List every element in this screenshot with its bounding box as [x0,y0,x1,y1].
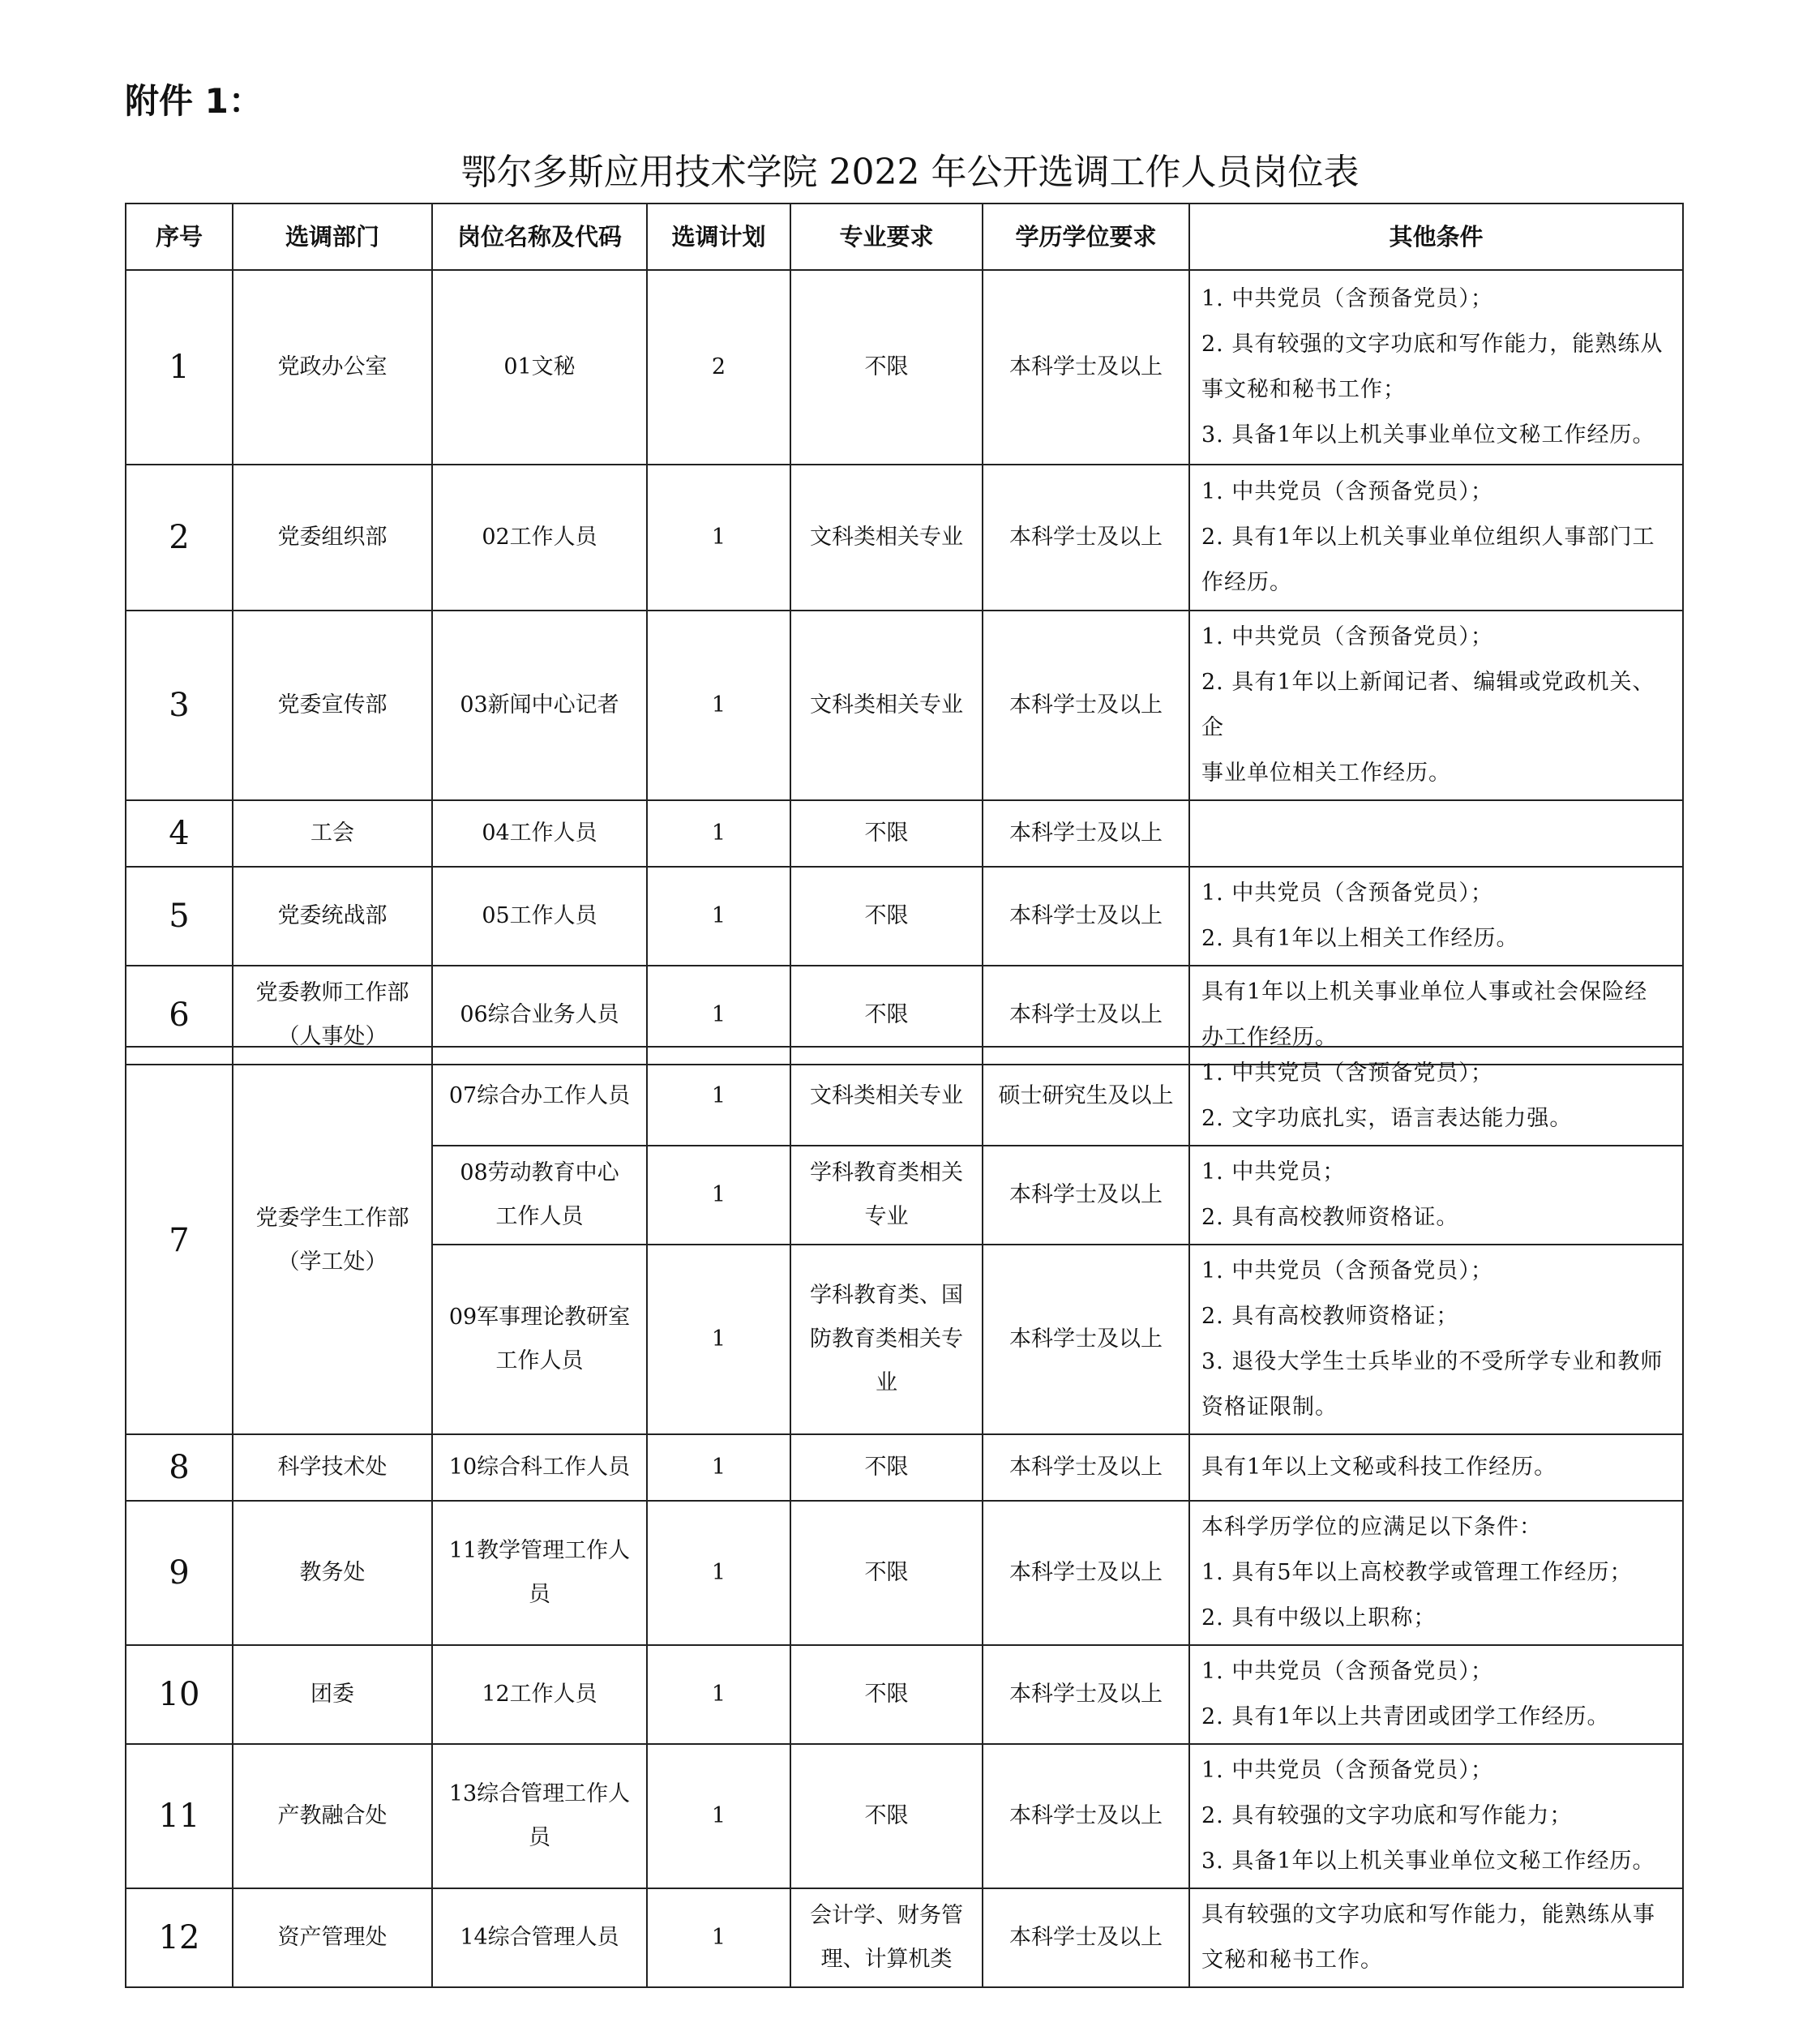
page-title: 鄂尔多斯应用技术学院 2022 年公开选调工作人员岗位表 [460,152,1360,193]
row-degree: 本科学士及以上 [983,270,1189,465]
row-plan: 1 [647,800,790,867]
row-degree: 本科学士及以上 [983,1744,1189,1888]
row-dept: 党委宣传部 [233,611,432,800]
condition-line: 1. 中共党员（含预备党员）； [1201,1061,1493,1086]
row-dept: 资产管理处 [233,1888,432,1987]
condition-line: 1. 具有5年以上高校教学或管理工作经历； [1201,1560,1633,1585]
row-dept [233,1047,432,1434]
row-dept: 团委 [233,1645,432,1744]
row-degree: 本科学士及以上 [983,1888,1189,1987]
row-major [790,1888,983,1987]
table-row [126,1434,1683,1501]
row-dept: 教务处 [233,1501,432,1645]
row-degree: 本科学士及以上 [983,611,1189,800]
row-plan: 1 [647,1744,790,1888]
row-no: 8 [126,1434,233,1501]
table-header-row [126,204,1683,270]
row-post: 03新闻中心记者 [432,611,647,800]
header-post: 岗位名称及代码 [432,204,647,270]
major-line: 业 [876,1370,897,1395]
major-line: 学科教育类、国 [810,1283,963,1308]
major-line: 理、计算机类 [820,1947,953,1972]
header-dept: 选调部门 [233,204,432,270]
row-plan: 1 [647,1047,790,1146]
row-conditions [1189,1888,1683,1987]
header-major: 专业要求 [790,204,983,270]
condition-line: 2. 文字功底扎实，语言表达能力强。 [1201,1106,1573,1131]
row-conditions [1189,1146,1683,1245]
row-plan: 1 [647,1245,790,1434]
positions-table-part2 [125,1046,1684,1988]
major-line: 会计学、财务管 [810,1903,963,1928]
header-plan: 选调计划 [647,204,790,270]
row-no: 12 [126,1888,233,1987]
row-conditions [1189,1047,1683,1146]
row-degree: 本科学士及以上 [983,966,1189,1065]
header-conditions: 其他条件 [1189,204,1683,270]
condition-line: 办工作经历。 [1201,1025,1338,1050]
row-conditions [1189,867,1683,966]
row-no: 7 [126,1047,233,1434]
row-no: 4 [126,800,233,867]
row-post [432,1501,647,1645]
row-no: 5 [126,867,233,966]
post-line: 13综合管理工作人 [448,1781,631,1806]
row-no: 2 [126,465,233,611]
row-degree: 本科学士及以上 [983,800,1189,867]
dept-line: 党委学生工作部 [255,1206,409,1231]
header-no: 序号 [126,204,233,270]
row-degree: 本科学士及以上 [983,1501,1189,1645]
table-row [126,270,1683,465]
condition-line: 2. 具有1年以上相关工作经历。 [1201,926,1519,951]
condition-line: 事业单位相关工作经历。 [1201,761,1451,786]
post-line: 工作人员 [495,1348,584,1373]
row-conditions [1189,1645,1683,1744]
row-no: 1 [126,270,233,465]
row-major [790,1146,983,1245]
row-plan: 1 [647,1645,790,1744]
dept-line: （学工处） [277,1249,388,1275]
table-row [126,1047,1683,1146]
post-line: 工作人员 [495,1204,584,1229]
row-major: 不限 [790,1645,983,1744]
row-no: 6 [126,966,233,1065]
row-major: 不限 [790,1744,983,1888]
row-post [432,1744,647,1888]
condition-line: 1. 中共党员（含预备党员）； [1201,1758,1493,1783]
table-row [126,1645,1683,1744]
condition-line: 1. 中共党员（含预备党员）； [1201,1659,1493,1684]
row-dept: 科学技术处 [233,1434,432,1501]
condition-line: 文秘和秘书工作。 [1201,1948,1383,1973]
condition-line: 2. 具有1年以上新闻记者、编辑或党政机关、企 [1201,670,1655,740]
post-line: 08劳动教育中心 [460,1160,619,1185]
row-conditions [1189,1744,1683,1888]
row-no: 11 [126,1744,233,1888]
row-post: 04工作人员 [432,800,647,867]
row-major: 不限 [790,867,983,966]
row-plan: 1 [647,1888,790,1987]
table-row [126,1744,1683,1888]
table-row [126,1501,1683,1645]
row-plan: 1 [647,867,790,966]
row-major: 不限 [790,270,983,465]
row-major: 不限 [790,1501,983,1645]
condition-line: 1. 中共党员（含预备党员）； [1201,479,1493,504]
condition-line: 1. 中共党员（含预备党员）； [1201,881,1493,906]
row-plan: 1 [647,1501,790,1645]
row-post: 12工作人员 [432,1645,647,1744]
post-line: 11教学管理工作人 [448,1538,631,1563]
row-no: 9 [126,1501,233,1645]
condition-line: 具有1年以上机关事业单位人事或社会保险经 [1201,979,1648,1005]
dept-line: 党委教师工作部 [255,980,409,1005]
row-no: 10 [126,1645,233,1744]
table-row [126,867,1683,966]
row-post [432,1245,647,1434]
row-dept: 党委统战部 [233,867,432,966]
post-line: 09军事理论教研室 [448,1305,631,1330]
row-post: 02工作人员 [432,465,647,611]
table-row [126,1888,1683,1987]
row-degree: 硕士研究生及以上 [983,1047,1189,1146]
condition-line: 3. 退役大学生士兵毕业的不受所学专业和教师 [1201,1349,1664,1374]
condition-line: 3. 具备1年以上机关事业单位文秘工作经历。 [1201,1849,1655,1874]
condition-line: 具有1年以上文秘或科技工作经历。 [1201,1455,1557,1480]
condition-line: 1. 中共党员（含预备党员）； [1201,624,1493,649]
row-degree: 本科学士及以上 [983,1645,1189,1744]
condition-line: 事文秘和秘书工作； [1201,377,1406,402]
row-conditions [1189,465,1683,611]
row-degree: 本科学士及以上 [983,1245,1189,1434]
row-degree: 本科学士及以上 [983,1146,1189,1245]
condition-line: 2. 具有较强的文字功底和写作能力； [1201,1803,1573,1828]
major-line: 学科教育类相关 [810,1160,963,1185]
row-plan: 1 [647,465,790,611]
row-major: 文科类相关专业 [790,465,983,611]
row-major: 文科类相关专业 [790,1047,983,1146]
condition-line: 作经历。 [1201,570,1292,595]
table-row [126,611,1683,800]
row-dept: 党政办公室 [233,270,432,465]
table-row [126,800,1683,867]
condition-line: 3. 具备1年以上机关事业单位文秘工作经历。 [1201,422,1655,448]
row-post: 07综合办工作人员 [432,1047,647,1146]
row-plan: 1 [647,1434,790,1501]
row-major [790,1245,983,1434]
row-post: 06综合业务人员 [432,966,647,1065]
row-conditions [1189,800,1683,867]
major-line: 专业 [864,1204,909,1229]
row-conditions [1189,1245,1683,1434]
attachment-label: 附件 1： [125,81,263,121]
row-post: 05工作人员 [432,867,647,966]
row-conditions [1189,270,1683,465]
row-conditions [1189,1434,1683,1501]
row-major: 不限 [790,1434,983,1501]
condition-line: 2. 具有1年以上共青团或团学工作经历。 [1201,1704,1610,1729]
row-post: 10综合科工作人员 [432,1434,647,1501]
condition-line: 2. 具有中级以上职称； [1201,1605,1437,1630]
row-post [432,1146,647,1245]
row-post: 14综合管理人员 [432,1888,647,1987]
row-degree: 本科学士及以上 [983,1434,1189,1501]
row-no: 3 [126,611,233,800]
condition-line: 资格证限制。 [1201,1395,1338,1420]
dept-line: （人事处） [277,1024,388,1049]
row-degree: 本科学士及以上 [983,465,1189,611]
condition-line: 2. 具有高校教师资格证。 [1201,1205,1459,1230]
row-conditions [1189,1501,1683,1645]
condition-line: 2. 具有较强的文字功底和写作能力，能熟练从 [1201,332,1664,357]
post-line: 员 [529,1582,550,1607]
row-plan: 2 [647,270,790,465]
row-conditions [1189,611,1683,800]
row-plan: 1 [647,966,790,1065]
condition-line: 1. 中共党员； [1201,1159,1346,1185]
row-dept: 产教融合处 [233,1744,432,1888]
row-post: 01文秘 [432,270,647,465]
condition-line: 具有较强的文字功底和写作能力，能熟练从事 [1201,1902,1655,1927]
row-degree: 本科学士及以上 [983,867,1189,966]
row-major: 不限 [790,800,983,867]
row-dept: 党委组织部 [233,465,432,611]
post-line: 员 [529,1825,550,1850]
row-major: 不限 [790,966,983,1065]
major-line: 防教育类相关专 [810,1326,963,1352]
table-row [126,465,1683,611]
positions-table-part1 [125,203,1684,1065]
condition-line: 2. 具有高校教师资格证； [1201,1304,1459,1329]
condition-line: 2. 具有1年以上机关事业单位组织人事部门工 [1201,525,1655,550]
row-major: 文科类相关专业 [790,611,983,800]
row-plan: 1 [647,611,790,800]
header-degree: 学历学位要求 [983,204,1189,270]
row-plan: 1 [647,1146,790,1245]
row-dept: 工会 [233,800,432,867]
condition-line: 本科学历学位的应满足以下条件： [1201,1515,1542,1540]
condition-line: 1. 中共党员（含预备党员）； [1201,1258,1493,1283]
condition-line: 1. 中共党员（含预备党员）； [1201,286,1493,311]
